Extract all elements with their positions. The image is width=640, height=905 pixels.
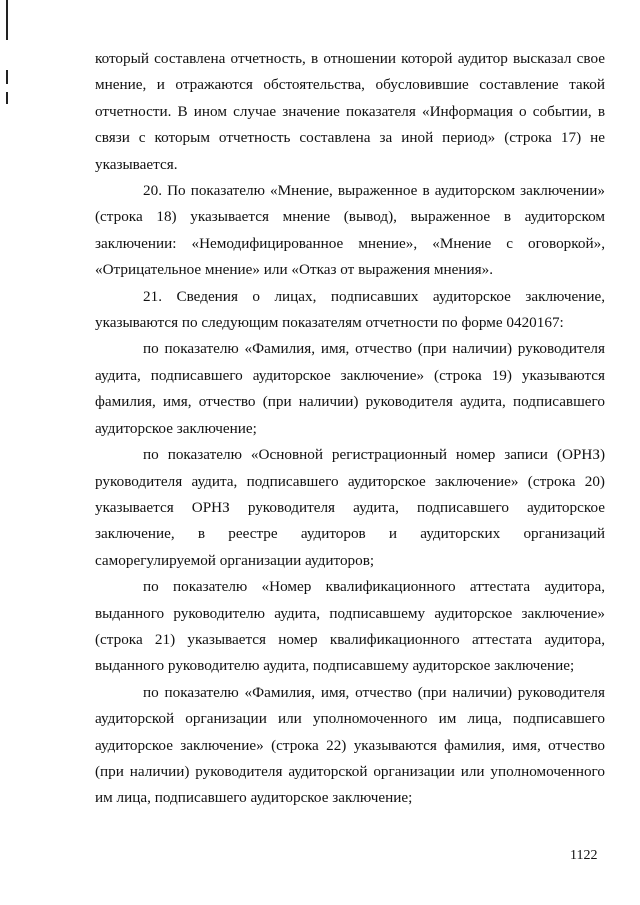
scan-edge-mark [6, 70, 8, 84]
paragraph: который составлена отчетность, в отношении которой аудитор высказал свое мнение, и отражаются обстоятельства, обусловившие составление такой отчетности. В ином случае значение показателя «Информация о событии, в связи с которым отчетность составлена за иной период» (строка 17) не указывается. [95, 50, 605, 173]
scan-edge-mark [6, 92, 8, 104]
document-body [95, 46, 605, 812]
paragraph: по показателю «Основной регистрационный номер записи (ОРНЗ) руководителя аудита, подписавшего аудиторское заключение» (строка 20) указывается ОРНЗ руководителя аудита, подписавшего аудиторское заключение, в реестре аудиторов и аудиторских организаций саморегулируемой организации аудиторов; [95, 446, 605, 569]
paragraph: по показателю «Фамилия, имя, отчество (при наличии) руководителя аудиторской организации или уполномоченного им лица, подписавшего аудиторское заключение» (строка 22) указываются фамилия, имя, отчество (при наличии) руководителя аудиторской организации или уполномоченного им лица, подписавшего аудиторское заключение; [95, 683, 605, 807]
paragraph: по показателю «Номер квалификационного аттестата аудитора, выданного руководителю аудита, подписавшему аудиторское заключение» (строка 21) указывается номер квалификационного аттестата аудитора, выданного руководителю аудита, подписавшему аудиторское заключение; [95, 578, 605, 675]
paragraph: по показателю «Фамилия, имя, отчество (при наличии) руководителя аудита, подписавшего аудиторское заключение» (строка 19) указываются фамилия, имя, отчество (при наличии) руководителя аудита, подписавшего аудиторское заключение; [95, 340, 605, 437]
paragraph: 20. По показателю «Мнение, выраженное в аудиторском заключении» (строка 18) указывается мнение (вывод), выраженное в аудиторском заключении: «Немодифицированное мнение», «Мнение с оговоркой», «Отрицательное мнение» или «Отказ от выражения мнения». [95, 182, 605, 279]
paragraph: 21. Сведения о лицах, подписавших аудиторское заключение, указываются по следующим показателям отчетности по форме 0420167: [95, 287, 605, 332]
page-number: 1122 [570, 848, 598, 863]
scan-edge-mark [6, 0, 8, 40]
